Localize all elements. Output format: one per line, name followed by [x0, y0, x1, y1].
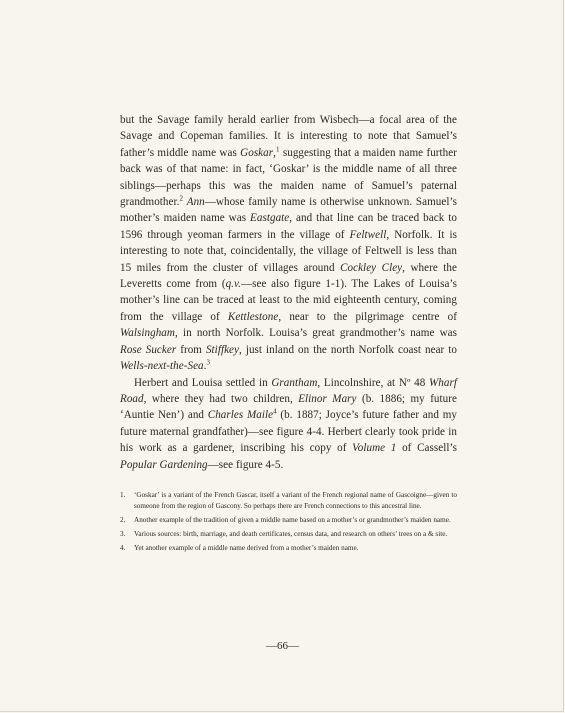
text-run: , where they had two children, — [143, 392, 299, 405]
footnote — [120, 490, 457, 512]
text-run: , — [273, 146, 276, 159]
italic-run: Rose Sucker — [120, 343, 177, 356]
text-run: —see figure 4-5. — [207, 458, 284, 471]
page-number: —66— — [266, 640, 299, 652]
paragraph-1 — [120, 112, 457, 375]
italic-run: Elinor Mary — [298, 392, 357, 405]
italic-run: Ann — [186, 196, 205, 209]
text-run: , and that line can be traced back to 1596 through yeoman farmers in the village of — [120, 212, 457, 241]
italic-run: Stiffkey — [205, 343, 240, 356]
footnote-text: ‘Goskar’ is a variant of the French Gascar, itself a variant of the French regional name of Gascoigne—given to someone from the region of Gascony. So perhaps there are French connections to this ancestral line. — [134, 491, 457, 510]
footnote — [120, 515, 457, 526]
text-run: suggesting that a maiden name further back was of that name: in fact, ‘Goskar’ is the middle name of all three siblings—perhaps this was the maiden name of Samuel’s paternal grandmother. — [120, 146, 457, 209]
text-run: Herbert and Louisa settled in — [134, 376, 272, 389]
text-run: (b. 1886; my future ‘Auntie Nen’) and — [120, 392, 457, 422]
text-run: , Norfolk. It is interesting to note that, coincidentally, the village of Feltwell is less than 15 miles from the cluster of villages around — [120, 228, 457, 274]
italic-run: Popular Gardening — [120, 458, 208, 471]
italic-run: Feltwell — [349, 228, 387, 241]
footnote-ref: 3 — [206, 358, 211, 367]
text-run: —whose family name is otherwise unknown. Samuel’s mother’s maiden name was — [120, 196, 457, 225]
footnote — [120, 543, 457, 554]
italic-run: Cockley Cley — [340, 261, 403, 274]
text-run: , near to the pilgrimage centre of — [278, 310, 458, 323]
italic-run: Grantham — [271, 376, 318, 389]
italic-run: Kettlestone — [227, 310, 279, 323]
footnote-number: 4. — [120, 544, 126, 552]
footnote-ref: 2 — [179, 194, 184, 203]
footnote-ref: 4 — [273, 407, 277, 416]
text-run: of Cassell’s — [396, 442, 457, 455]
text-run: . — [203, 360, 207, 373]
italic-run: Eastgate — [250, 212, 290, 225]
footnote-number: 2. — [120, 516, 126, 524]
paragraph-2 — [120, 375, 457, 473]
italic-run: Charles Maile — [207, 409, 274, 422]
main-text — [120, 112, 457, 473]
footnote-text: Various sources: birth, marriage, and death certificates, census data, and research on others’ trees on a & site. — [134, 530, 448, 538]
text-run: —see also figure 1-1). The Lakes of Louisa’s mother’s line can be traced at least to the mid eighteenth century, coming from the village of — [120, 278, 457, 323]
italic-run: q.v. — [225, 278, 241, 291]
footnote — [120, 529, 457, 540]
footnote-text: Yet another example of a middle name derived from a mother’s maiden name. — [134, 544, 359, 552]
italic-run: Volume 1 — [352, 442, 397, 455]
footnote-number: 1. — [120, 491, 126, 499]
text-run: from — [176, 343, 206, 356]
italic-run: Wells-next-the-Sea — [120, 360, 204, 373]
footnotes — [120, 490, 457, 557]
text-run: , in north Norfolk. Louisa’s great grandmother’s name was — [174, 327, 457, 340]
italic-run: Goskar — [240, 146, 274, 159]
footnote-text: Another example of the tradition of given a middle name based on a mother’s or grandmother’s maiden name. — [134, 516, 451, 524]
text-run: , where the Leveretts come from ( — [120, 261, 457, 291]
footnote-number: 3. — [120, 530, 126, 538]
italic-run: Wharf Road — [120, 376, 457, 405]
text-run: but the Savage family herald earlier from Wisbech—a focal area of the Savage and Copeman families. It is interesting to note that Samuel’s father’s middle name was — [120, 114, 457, 159]
text-run: (b. 1887; Joyce’s future father and my future maternal grandfather)—see figure 4-4. Herbert clearly took pride in his work as a gardener, inscribing his copy of — [120, 409, 457, 455]
text-run: , Lincolnshire, at Nº 48 — [317, 376, 430, 389]
italic-run: Walsingham — [120, 327, 175, 340]
footnote-ref: 1 — [275, 145, 280, 154]
text-run: , just inland on the north Norfolk coast near to — [239, 343, 457, 356]
